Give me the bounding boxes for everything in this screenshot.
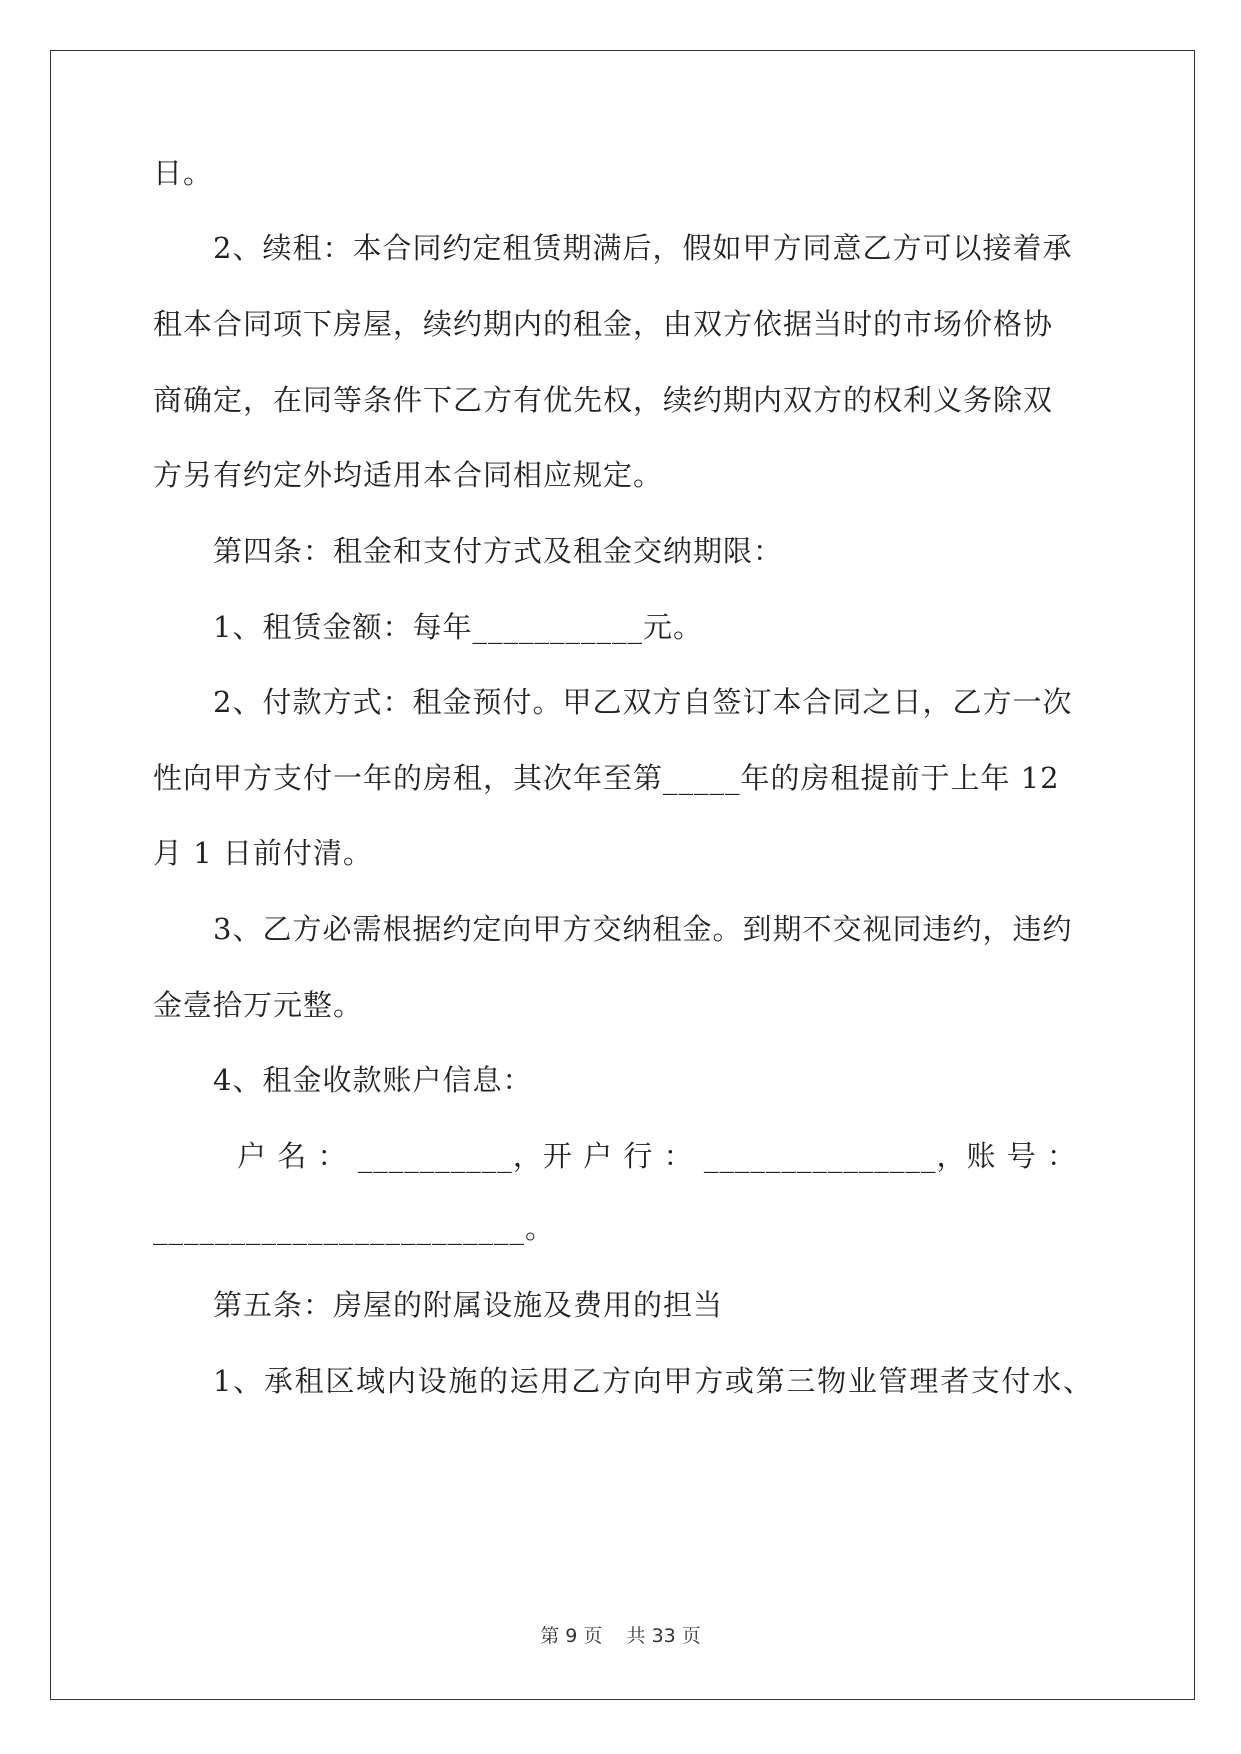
section-heading: 第五条：房屋的附属设施及费用的担当 (213, 1288, 724, 1322)
paragraph-line: 性向甲方支付一年的房租，其次年至第_____年的房租提前于上年 12 (153, 761, 1060, 795)
page-number: 第 9 页 (540, 1625, 603, 1647)
paragraph-line: 1、租赁金额：每年___________元。 (213, 610, 703, 644)
paragraph-line: 租本合同项下房屋，续约期内的租金，由双方依据当时的市场价格协 (153, 307, 1054, 341)
page-footer (0, 1621, 1241, 1648)
page-border (50, 50, 1195, 1700)
account-info-line: ________________________。 (153, 1211, 556, 1245)
paragraph-line: 4、租金收款账户信息： (213, 1063, 533, 1097)
paragraph-line: 2、续租：本合同约定租赁期满后，假如甲方同意乙方可以接着承 (213, 231, 1073, 265)
paragraph-line: 日。 (153, 156, 214, 190)
paragraph-line: 3、乙方必需根据约定向甲方交纳租金。到期不交视同违约，违约 (213, 912, 1073, 946)
paragraph-line: 月 1 日前付清。 (153, 836, 373, 870)
paragraph-line: 方另有约定外均适用本合同相应规定。 (153, 458, 664, 492)
paragraph-line: 金壹拾万元整。 (153, 988, 364, 1022)
paragraph-line: 商确定，在同等条件下乙方有优先权，续约期内双方的权利义务除双 (153, 383, 1054, 417)
account-info-line: 户 名 ： __________，开 户 行 ： _______________，账 号 ： (237, 1139, 1077, 1173)
section-heading: 第四条：租金和支付方式及租金交纳期限： (213, 534, 784, 568)
paragraph-line: 2、付款方式：租金预付。甲乙双方自签订本合同之日，乙方一次 (213, 685, 1073, 719)
paragraph-line: 1、承租区域内设施的运用乙方向甲方或第三物业管理者支付水、 (213, 1364, 1093, 1398)
page-total: 共 33 页 (626, 1625, 701, 1647)
